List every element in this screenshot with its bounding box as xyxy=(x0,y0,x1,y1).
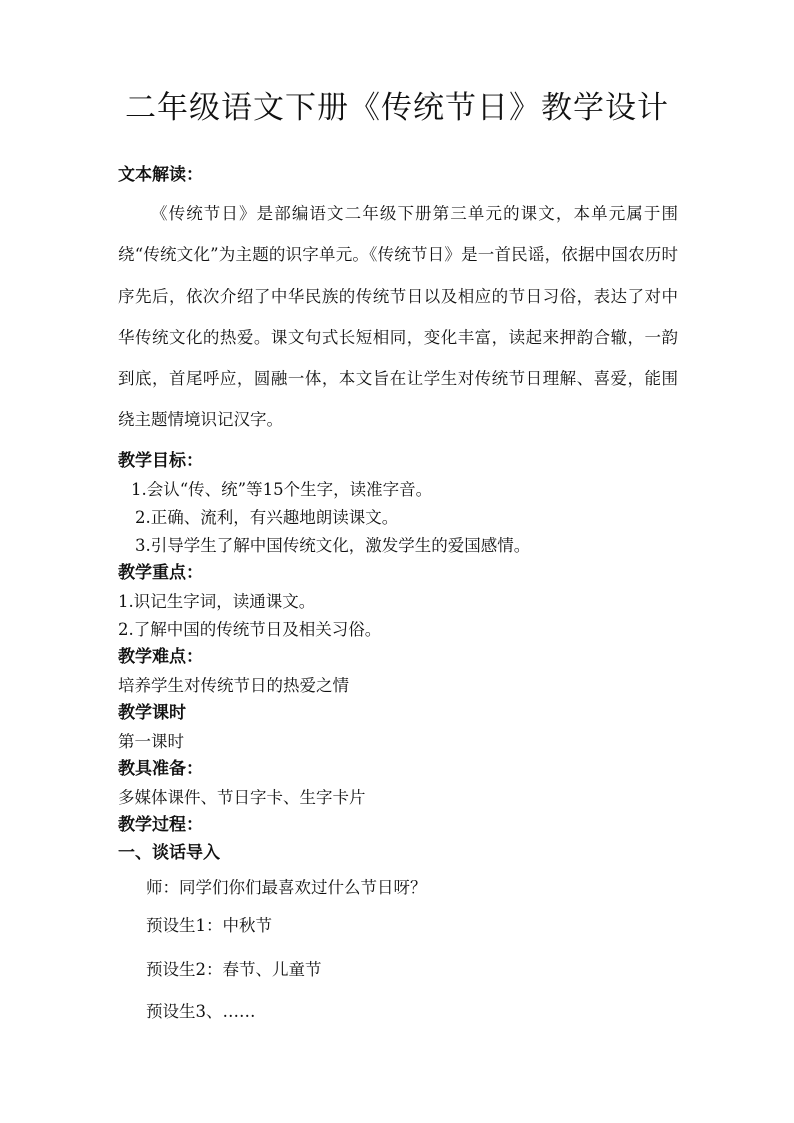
dialogue-line-student-3: 预设生3、…… xyxy=(146,1002,256,1021)
key-point-item-2: 2.了解中国的传统节日及相关习俗。 xyxy=(118,620,382,639)
dialogue-line-student-1: 预设生1：中秋节 xyxy=(146,916,272,935)
heading-teaching-process: 教学过程： xyxy=(118,815,203,835)
heading-teaching-goals: 教学目标： xyxy=(118,451,203,471)
subheading-intro: 一、谈话导入 xyxy=(118,843,220,863)
goal-item-2: 2.正确、流利，有兴趣地朗读课文。 xyxy=(135,508,399,527)
materials-text: 多媒体课件、节日字卡、生字卡片 xyxy=(118,788,366,807)
key-point-item-1: 1.识记生字词，读通课文。 xyxy=(118,592,316,611)
goal-item-3: 3.引导学生了解中国传统文化，激发学生的爱国感情。 xyxy=(135,536,531,555)
difficulties-text: 培养学生对传统节日的热爱之情 xyxy=(118,676,349,695)
dialogue-line-student-2: 预设生2：春节、儿童节 xyxy=(146,960,322,979)
goal-item-1: 1.会认“传、统”等15个生字，读准字音。 xyxy=(131,480,433,499)
heading-class-hours: 教学课时 xyxy=(118,703,186,723)
heading-key-points: 教学重点： xyxy=(118,563,203,583)
heading-difficulties: 教学难点： xyxy=(118,647,203,667)
text-reading-paragraph: 《传统节日》是部编语文二年级下册第三单元的课文，本单元属于围绕“传统文化”为主题的识字单元。《传统节日》是一首民谣，依据中国农历时序先后，依次介绍了中华民族的传统节日以及相应的节日习俗，表达了对中华传统文化的热爱。课文句式长短相同，变化丰富，读起来押韵合辙，一韵到底，首尾呼应，圆融一体，本文旨在让学生对传统节日理解、喜爱，能围绕主题情境识记汉字。 xyxy=(118,204,678,430)
class-hours-text: 第一课时 xyxy=(118,732,184,751)
heading-materials: 教具准备： xyxy=(118,759,203,779)
document-title: 二年级语文下册《传统节日》教学设计 xyxy=(125,90,669,126)
dialogue-line-teacher: 师：同学们你们最喜欢过什么节日呀？ xyxy=(146,878,427,897)
heading-text-reading: 文本解读： xyxy=(118,165,203,185)
